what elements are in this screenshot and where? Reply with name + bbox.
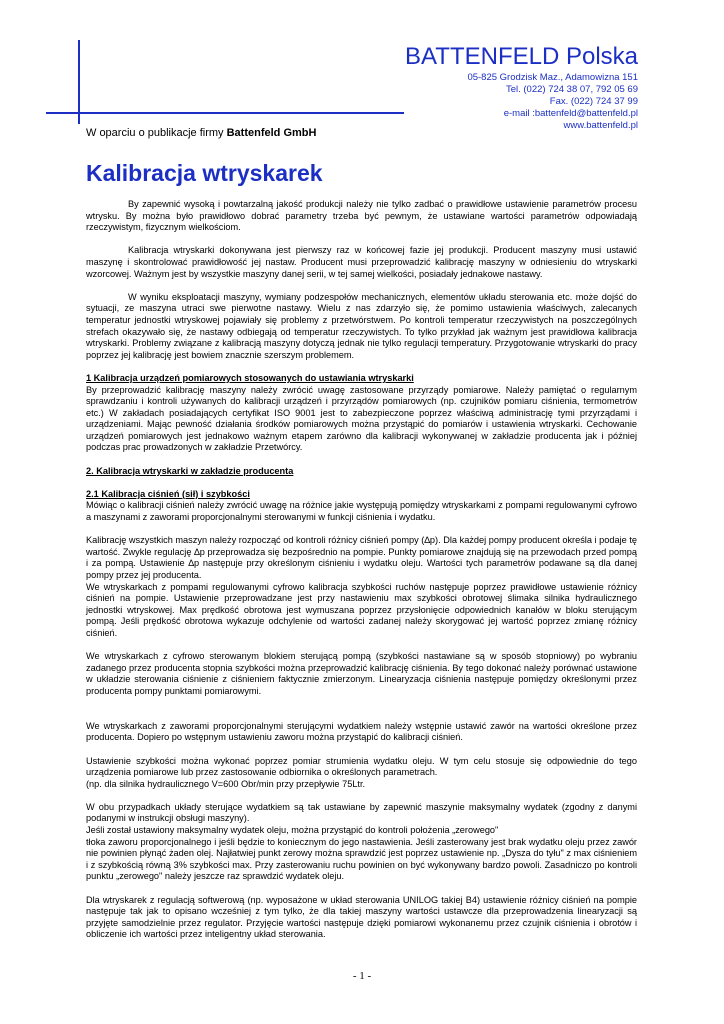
section-2-1-paragraph-4: We wtryskarkach z zaworami proporcjonalnymi sterującymi wydatkiem należy wstępnie ustawić zawór na wartości określone przez producenta. Dopiero po wstępnym ustawieniu zaworu można przystąpić do kalibracji ciśnień. [86, 720, 637, 743]
company-phone: Tel. (022) 724 38 07, 792 05 69 [505, 84, 638, 95]
company-header [405, 42, 638, 132]
section-2-1-heading: 2.1 Kalibracja ciśnień (sił) i szybkości [86, 488, 250, 499]
section-2-heading: 2. Kalibracja wtryskarki w zakładzie producenta [86, 465, 294, 476]
company-address: 05-825 Grodzisk Maz., Adamowizna 151 [467, 72, 638, 83]
section-2-1-paragraph-3: We wtryskarkach z cyfrowo sterowanym blokiem sterującą pompą (szybkości nastawiane są w sposób stopniowy) po wybraniu zadanego przez producenta stopnia szybkości można przeprowadzić kalibrację ciśnienia. By tego dokonać należy porównać ustawione w układzie sterowania ciśnienie z ciśnieniem faktycznie zmierzonym. Linearyzacja ciśnienia następuje pomiędzy określonymi przez producenta pompy punktami pomiarowymi. [86, 651, 637, 696]
section-2-1-paragraph-2b: We wtryskarkach z pompami regulowanymi cyfrowo kalibracja szybkości ruchów następuje poprzez prawidłowe ustawienie różnicy ciśnień na pompie. Ustawienie przeprowadzane jest przy nastawieniu max szybkości obrotowej ślimaka silnika hydraulicznego jednostki wtryskowej. Max prędkość obrotowa jest wymuszana poprzez przysłonięcie odpowiednich kanałów w bloku sterującym pompą. Jeśli prędkość obrotowa wykazuje odchylenie od wartości zadanej należy skorygować jej wartość poprzez zmianę różnicy ciśnień. [86, 581, 637, 638]
company-email[interactable]: e-mail :battenfeld@battenfeld.pl [503, 108, 638, 119]
document-body [86, 199, 637, 953]
section-2-1-paragraph-6a: W obu przypadkach układy sterujące wydatkiem są tak ustawiane by zapewnić maszynie maksymalny wydatek (zgodny z danymi podanymi w instrukcji obsługi maszyny). [86, 801, 637, 824]
company-fax: Fax. (022) 724 37 99 [549, 96, 638, 107]
source-note [86, 127, 316, 139]
section-2-1-paragraph-6c: tłoka zaworu proporcjonalnego i jeśli będzie to koniecznym do jego nastawienia. Jeśli zasterowany jest brak wydatku oleju przez zawór nie powinien płynąć żaden olej. Najłatwiej punkt zerowy można sprawdzić jest poprzez ustawienie np. „Dysza do tyłu" z max ciśnieniem i z szybkością równą 3% szybkości max. Przy zasterowaniu ruchu powinien on być wykonywany bardzo powoli. Zasadniczo po kontroli punktu „zerowego" należy jeszcze raz sprawdzić wydatek oleju. [86, 836, 637, 882]
intro-paragraph-2: Kalibracja wtryskarki dokonywana jest pierwszy raz w końcowej fazie jej produkcji. Producent maszyny musi ustawić maszynę i skontrolować prawidłowość jej nastaw. Producent musi przeprowadzić kalibrację maszyny w odniesieniu do wtryskarki wzorcowej. Ważnym jest by wszystkie maszyny danej serii, w tej samej wielkości, posiadały jednakowe nastawy. [86, 245, 637, 279]
intro-paragraph-1: By zapewnić wysoką i powtarzalną jakość produkcji należy nie tylko zadbać o prawidłowe ustawienie parametrów procesu wtrysku. By można było prawidłowo dobrać parametry trzeba być pewnym, że ustawiane wartości parametrów odpowiadają rzeczywistym, fizycznym wielkościom. [86, 199, 637, 233]
company-website[interactable]: www.battenfeld.pl [563, 120, 638, 131]
section-1-heading: 1 Kalibracja urządzeń pomiarowych stosowanych do ustawiania wtryskarki [86, 372, 414, 383]
section-1-text: By przeprowadzić kalibrację maszyny należy zwrócić uwagę zastosowane przyrządy pomiarowe. Należy pamiętać o regularnym sprawdzaniu i kontroli używanych do kalibracji urządzeń i przyrządów pomiarowych (np. czujników pomiaru ciśnienia, termometrów etc.) W zakładach posiadających certyfikat ISO 9001 jest to zabezpieczone poprzez właściwą administrację tymi przyrządami i urządzeniami. Mając pewność działania środków pomiarowych można przystąpić do pomiarów i ustawienia wtryskarki. Cechowanie urządzeń pomiarowych jest jednakowo ważnym etapem zarówno dla kalibracji wykonywanej w zakładzie producenta jak i później podczas prac prowadzonych w zakładzie Przetwórcy. [86, 384, 637, 453]
header-horizontal-rule [46, 112, 404, 114]
section-2-1-paragraph-5b: (np. dla silnika hydraulicznego V=600 Obr/min przy przepływie 75Ltr. [86, 778, 366, 789]
document-title: Kalibracja wtryskarek [86, 160, 323, 186]
page-number: - 1 - [352, 970, 372, 982]
section-2-1-paragraph-1: Mówiąc o kalibracji ciśnień należy zwrócić uwagę na różnice jakie występują pomiędzy wtryskarkami z pompami regulowanymi cyfrowo a maszynami z zaworami proporcjonalnymi sterowanymi w funkcji ciśnienia i wydatku. [86, 500, 637, 523]
source-prefix: W oparciu o publikacje firmy [86, 127, 227, 139]
intro-paragraph-3: W wyniku eksploatacji maszyny, wymiany podzespołów mechanicznych, elementów układu sterowania etc. może dojść do sytuacji, ze maszyna utraci swe pierwotne nastawy. Wielu z nas zdarzyło się, że pomimo ustawienia właściwych, zalecanych temperatur jednostki wtryskowej pojawiały się problemy z przetwórstwem. Po kontroli temperatur rzeczywistych na poszczególnych strefach okazywało się, że nastawy odbiegają od temperatur rzeczywistych. To tylko przykład jak ważnym jest prawidłowa kalibracja wtryskarki. Problemy związane z kalibracją maszyny dotyczą jednak nie tylko regulacji temperatury. Przygotowanie wtryskarki do pracy poprzez jej kalibrację jest bowiem znacznie szerszym problemem. [86, 291, 637, 360]
section-2-1-paragraph-2a: Kalibrację wszystkich maszyn należy rozpocząć od kontroli różnicy ciśnień pompy (∆p). Dla każdej pompy producent określa i podaje tę wartość. Zwykle regulację ∆p przeprowadza się bezpośrednio na pompie. Punkty pomiarowe znajdują się na przewodach przed pompą i za pompą. Ustawienie ∆p następuje przy określonym ciśnieniu i wydatku oleju. Wartości tych parametrów podawane są dla danej pompy przez jej producenta. [86, 535, 637, 580]
section-2-1-paragraph-5a: Ustawienie szybkości można wykonać poprzez pomiar strumienia wydatku oleju. W tym celu stosuje się odpowiednie do tego urządzenia pomiarowe lub przez zastosowanie odbiornika o określonych parametrach. [86, 755, 637, 778]
section-2-1-paragraph-6b: Jeśli został ustawiony maksymalny wydatek oleju, można przystąpić do kontroli położenia „zerowego" [86, 825, 499, 836]
company-name: BATTENFELD Polska [405, 43, 638, 70]
section-2-1-paragraph-7: Dla wtryskarek z regulacją softwerową (np. wyposażone w układ sterowania UNILOG takiej B4) ustawienie różnicy ciśnień na pompie następuje tak jak to opisano wcześniej z tym tylko, że dla takiej maszyny wartości ustawcze dla przeprowadzenia linearyzacji są przyjęte samodzielnie przez regulator. Przyjęcie wartości następuje dzięki pomiarowi wykonanemu przez czujnik ciśnienia i obrotów i obliczenie ich wartości przez inteligentny układ sterowania. [86, 894, 637, 940]
source-company: Battenfeld GmbH [226, 127, 317, 139]
